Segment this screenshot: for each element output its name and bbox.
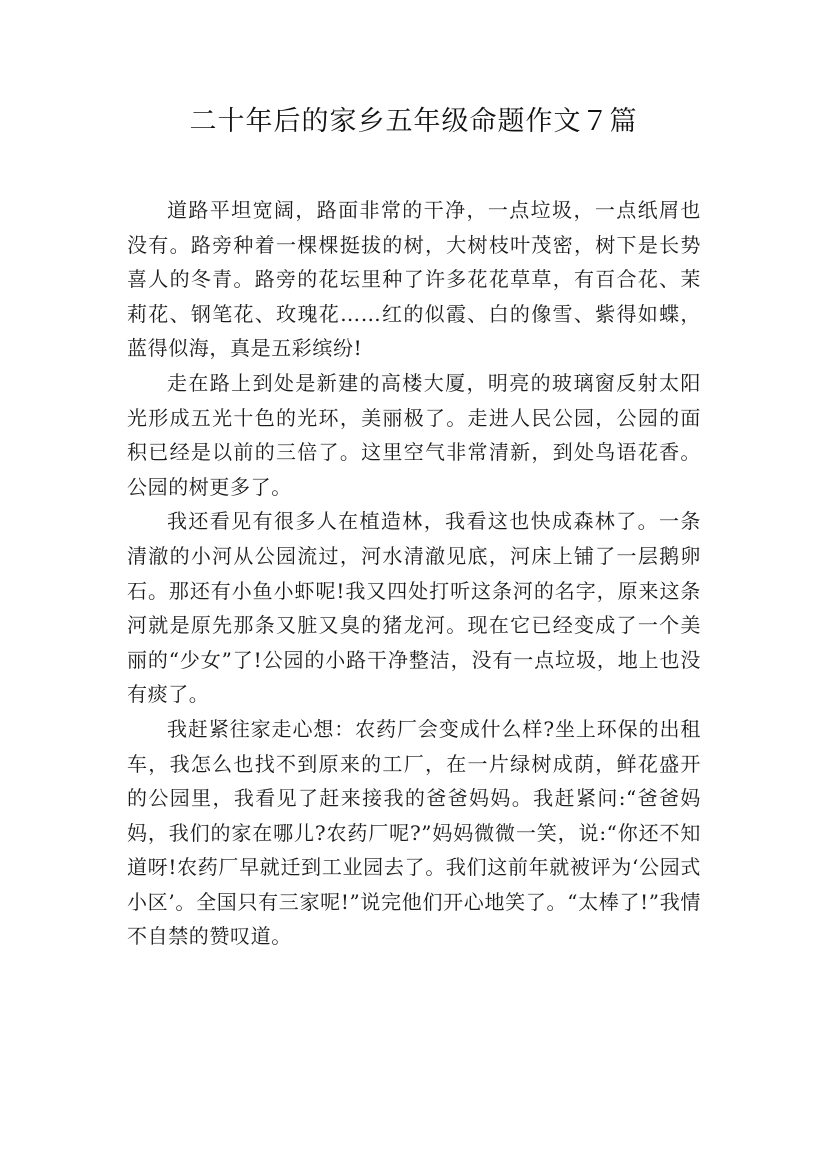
paragraph-3: 我还看见有很多人在植造林，我看这也快成森林了。一条清澈的小河从公园流过，河水清澈见底，河床上铺了一层鹅卵石。那还有小鱼小虾呢!我又四处打听这条河的名字，原来这条河就是原先那条又脏又臭的猪龙河。现在它已经变成了一个美丽的“少女”了!公园的小路干净整洁，没有一点垃圾，地上也没有痰了。: [127, 509, 701, 707]
document-title: 二十年后的家乡五年级命题作文７篇: [189, 106, 638, 137]
paragraph-1: 道路平坦宽阔，路面非常的干净，一点垃圾，一点纸屑也没有。路旁种着一棵棵挺拔的树，大树枝叶茂密，树下是长势喜人的冬青。路旁的花坛里种了许多花花草草，有百合花、茉莉花、钢笔花、玫瑰花……红的似霞、白的像雪、紫得如蝶，蓝得似海，真是五彩缤纷!: [127, 198, 701, 361]
paragraph-2: 走在路上到处是新建的高楼大厦，明亮的玻璃窗反射太阳光形成五光十色的光环，美丽极了。走进人民公园，公园的面积已经是以前的三倍了。这里空气非常清新，到处鸟语花香。公园的树更多了。: [127, 370, 701, 499]
document-body: [127, 193, 701, 954]
paragraph-4: 我赶紧往家走心想：农药厂会变成什么样?坐上环保的出租车，我怎么也找不到原来的工厂，在一片绿树成荫，鲜花盛开的公园里，我看见了赶来接我的爸爸妈妈。我赶紧问:“爸爸妈妈，我们的家在哪儿?农药厂呢?”妈妈微微一笑，说:“你还不知道呀!农药厂早就迁到工业园去了。我们这前年就被评为‘公园式小区’。全国只有三家呢!”说完他们开心地笑了。“太棒了!”我情不自禁的赞叹道。: [127, 716, 701, 949]
